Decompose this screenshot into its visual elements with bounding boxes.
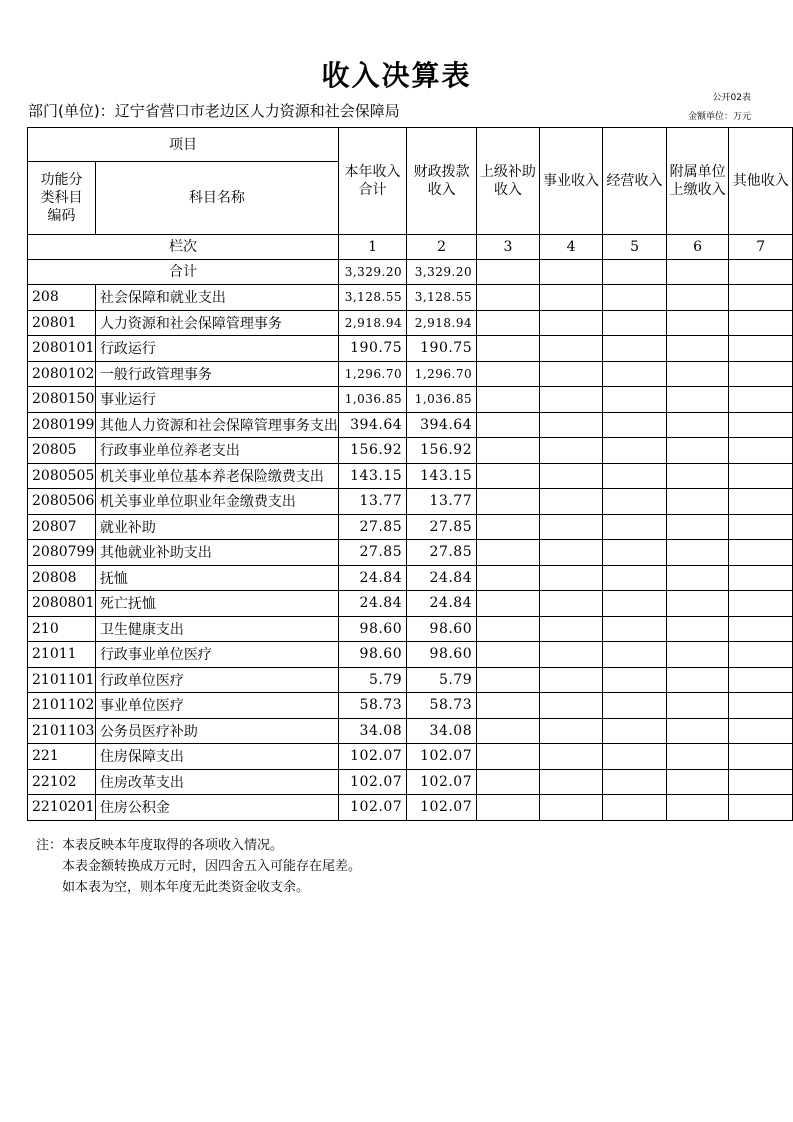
fiscal-income-value: 394.64: [407, 412, 477, 438]
empty-cell: [477, 795, 540, 821]
notes: [36, 835, 361, 898]
subject-code: 22102: [28, 769, 96, 795]
empty-cell: [666, 489, 729, 515]
empty-cell: [603, 744, 667, 770]
table-row: [28, 616, 793, 642]
fiscal-income-value: 190.75: [407, 336, 477, 362]
empty-cell: [603, 285, 667, 311]
department-label: 部门(单位)：辽宁省营口市老边区人力资源和社会保障局: [28, 102, 400, 120]
subject-name: 死亡抚恤: [95, 591, 338, 617]
fiscal-income-value: 102.07: [407, 769, 477, 795]
empty-cell: [729, 591, 793, 617]
form-number: 公开02表: [712, 93, 751, 103]
subject-code: 2080801: [28, 591, 96, 617]
fiscal-income-value: 3,128.55: [407, 285, 477, 311]
empty-cell: [603, 489, 667, 515]
subject-name: 住房改革支出: [95, 769, 338, 795]
empty-cell: [539, 718, 603, 744]
empty-cell: [603, 438, 667, 464]
empty-cell: [666, 438, 729, 464]
empty-cell: [603, 693, 667, 719]
empty-cell: [666, 565, 729, 591]
table-row: [28, 540, 793, 566]
total-income-value: 1,036.85: [338, 387, 406, 413]
total-income-value: 34.08: [338, 718, 406, 744]
page-title: 收入决算表: [321, 59, 472, 92]
note-line: 注：本表反映本年度取得的各项收入情况。: [36, 838, 284, 853]
empty-cell: [477, 769, 540, 795]
subject-name: 事业运行: [95, 387, 338, 413]
fiscal-income-value: 5.79: [407, 667, 477, 693]
table-row: [28, 489, 793, 515]
table-row: [28, 667, 793, 693]
empty-cell: [729, 667, 793, 693]
empty-cell: [603, 387, 667, 413]
total-income-value: 3,128.55: [338, 285, 406, 311]
subject-name: 其他人力资源和社会保障管理事务支出: [95, 412, 338, 438]
subject-code: 2080506: [28, 489, 96, 515]
empty-cell: [603, 336, 667, 362]
table-row: [28, 744, 793, 770]
empty-cell: [729, 565, 793, 591]
empty-cell: [729, 769, 793, 795]
subject-code: 20808: [28, 565, 96, 591]
table-row: [28, 591, 793, 617]
subject-code: 2101101: [28, 667, 96, 693]
empty-cell: [666, 642, 729, 668]
empty-cell: [539, 285, 603, 311]
empty-cell: [666, 718, 729, 744]
empty-cell: [539, 795, 603, 821]
subject-name: 卫生健康支出: [95, 616, 338, 642]
empty-cell: [539, 489, 603, 515]
empty-cell: [666, 310, 729, 336]
empty-cell: [539, 744, 603, 770]
table-row: [28, 642, 793, 668]
empty-cell: [729, 489, 793, 515]
empty-cell: [603, 616, 667, 642]
total-value-2: 3,329.20: [407, 260, 477, 285]
total-income-value: 1,296.70: [338, 361, 406, 387]
empty-cell: [477, 463, 540, 489]
subject-code: 2080101: [28, 336, 96, 362]
fiscal-income-value: 2,918.94: [407, 310, 477, 336]
empty-cell: [603, 540, 667, 566]
empty-cell: [477, 412, 540, 438]
table-row: [28, 693, 793, 719]
col-header-3: 上级补助收入: [477, 128, 540, 235]
empty-cell: [477, 285, 540, 311]
empty-cell: [477, 489, 540, 515]
subject-code: 2080150: [28, 387, 96, 413]
col-header-1: 本年收入合计: [338, 128, 406, 235]
empty-cell: [477, 514, 540, 540]
subject-name: 住房保障支出: [95, 744, 338, 770]
empty-cell: [603, 412, 667, 438]
col-num-5: 5: [603, 235, 667, 260]
empty-cell: [539, 361, 603, 387]
total-income-value: 98.60: [338, 616, 406, 642]
empty-cell: [539, 540, 603, 566]
subject-code: 21011: [28, 642, 96, 668]
subject-name: 行政单位医疗: [95, 667, 338, 693]
empty-cell: [729, 718, 793, 744]
table-row: [28, 412, 793, 438]
empty-cell: [729, 463, 793, 489]
empty-cell: [729, 412, 793, 438]
empty-cell: [477, 387, 540, 413]
fiscal-income-value: 27.85: [407, 540, 477, 566]
table-row: [28, 514, 793, 540]
empty-cell: [666, 769, 729, 795]
total-income-value: 5.79: [338, 667, 406, 693]
fiscal-income-value: 27.85: [407, 514, 477, 540]
fiscal-income-value: 102.07: [407, 795, 477, 821]
empty-cell: [603, 361, 667, 387]
empty-cell: [666, 514, 729, 540]
empty-cell: [603, 795, 667, 821]
empty-cell: [603, 718, 667, 744]
total-income-value: 102.07: [338, 769, 406, 795]
total-row: [28, 260, 793, 285]
total-income-value: 2,918.94: [338, 310, 406, 336]
lanci-label: 栏次: [28, 235, 339, 260]
total-income-value: 58.73: [338, 693, 406, 719]
fiscal-income-value: 58.73: [407, 693, 477, 719]
empty-cell: [666, 463, 729, 489]
col-num-1: 1: [338, 235, 406, 260]
empty-cell: [729, 387, 793, 413]
total-label: 合计: [28, 260, 339, 285]
table-row: [28, 565, 793, 591]
empty-cell: [729, 310, 793, 336]
project-header: 项目: [28, 128, 339, 162]
total-income-value: 190.75: [338, 336, 406, 362]
name-header: 科目名称: [95, 162, 338, 235]
col-header-5: 经营收入: [603, 128, 667, 235]
total-income-value: 27.85: [338, 540, 406, 566]
table-row: [28, 361, 793, 387]
empty-cell: [729, 514, 793, 540]
subject-code: 221: [28, 744, 96, 770]
empty-cell: [666, 540, 729, 566]
table-row: [28, 310, 793, 336]
fiscal-income-value: 143.15: [407, 463, 477, 489]
total-income-value: 102.07: [338, 744, 406, 770]
subject-name: 机关事业单位基本养老保险缴费支出: [95, 463, 338, 489]
empty-cell: [666, 336, 729, 362]
table-row: [28, 438, 793, 464]
table-row: [28, 769, 793, 795]
empty-cell: [666, 387, 729, 413]
empty-cell: [477, 591, 540, 617]
fiscal-income-value: 24.84: [407, 565, 477, 591]
empty-cell: [666, 667, 729, 693]
empty-cell: [729, 744, 793, 770]
subject-code: 208: [28, 285, 96, 311]
subject-code: 210: [28, 616, 96, 642]
empty-cell: [603, 642, 667, 668]
subject-code: 2080102: [28, 361, 96, 387]
col-num-3: 3: [477, 235, 540, 260]
empty-cell: [477, 361, 540, 387]
fiscal-income-value: 98.60: [407, 616, 477, 642]
table-row: [28, 718, 793, 744]
empty-cell: [729, 285, 793, 311]
empty-cell: [666, 412, 729, 438]
table-row: [28, 463, 793, 489]
fiscal-income-value: 1,036.85: [407, 387, 477, 413]
subject-code: 2101102: [28, 693, 96, 719]
fiscal-income-value: 24.84: [407, 591, 477, 617]
empty-cell: [539, 336, 603, 362]
empty-cell: [477, 642, 540, 668]
empty-cell: [539, 591, 603, 617]
empty-cell: [539, 616, 603, 642]
empty-cell: [603, 667, 667, 693]
subject-code: 2080505: [28, 463, 96, 489]
note-line: 本表金额转换成万元时，因四舍五入可能存在尾差。: [62, 859, 362, 874]
subject-code: 20801: [28, 310, 96, 336]
empty-cell: [477, 744, 540, 770]
subject-name: 社会保障和就业支出: [95, 285, 338, 311]
empty-cell: [477, 667, 540, 693]
total-income-value: 394.64: [338, 412, 406, 438]
subject-name: 住房公积金: [95, 795, 338, 821]
empty-cell: [477, 565, 540, 591]
empty-cell: [603, 514, 667, 540]
empty-cell: [603, 565, 667, 591]
total-income-value: 13.77: [338, 489, 406, 515]
empty-cell: [666, 591, 729, 617]
empty-cell: [477, 540, 540, 566]
amount-unit: 金额单位：万元: [687, 112, 751, 122]
fiscal-income-value: 13.77: [407, 489, 477, 515]
col-header-7: 其他收入: [729, 128, 793, 235]
subject-name: 一般行政管理事务: [95, 361, 338, 387]
empty-cell: [666, 795, 729, 821]
empty-cell: [539, 565, 603, 591]
fiscal-income-value: 1,296.70: [407, 361, 477, 387]
total-income-value: 143.15: [338, 463, 406, 489]
empty-cell: [729, 361, 793, 387]
empty-cell: [666, 744, 729, 770]
empty-cell: [729, 438, 793, 464]
total-income-value: 156.92: [338, 438, 406, 464]
empty-cell: [729, 642, 793, 668]
fiscal-income-value: 102.07: [407, 744, 477, 770]
subject-name: 人力资源和社会保障管理事务: [95, 310, 338, 336]
subject-code: 2101103: [28, 718, 96, 744]
empty-cell: [666, 616, 729, 642]
empty-cell: [729, 336, 793, 362]
col-num-6: 6: [666, 235, 729, 260]
subject-code: 2210201: [28, 795, 96, 821]
empty-cell: [539, 387, 603, 413]
subject-code: 2080799: [28, 540, 96, 566]
empty-cell: [666, 361, 729, 387]
subject-name: 事业单位医疗: [95, 693, 338, 719]
fiscal-income-value: 34.08: [407, 718, 477, 744]
code-header: 功能分类科目编码: [28, 162, 96, 235]
subject-name: 就业补助: [95, 514, 338, 540]
empty-cell: [477, 693, 540, 719]
subject-code: 20807: [28, 514, 96, 540]
empty-cell: [477, 718, 540, 744]
empty-cell: [603, 310, 667, 336]
subject-name: 行政运行: [95, 336, 338, 362]
subject-name: 抚恤: [95, 565, 338, 591]
empty-cell: [539, 514, 603, 540]
empty-cell: [539, 693, 603, 719]
col-header-2: 财政拨款收入: [407, 128, 477, 235]
empty-cell: [603, 769, 667, 795]
empty-cell: [539, 310, 603, 336]
col-num-2: 2: [407, 235, 477, 260]
subject-name: 机关事业单位职业年金缴费支出: [95, 489, 338, 515]
empty-cell: [603, 463, 667, 489]
total-income-value: 24.84: [338, 565, 406, 591]
empty-cell: [539, 667, 603, 693]
total-income-value: 24.84: [338, 591, 406, 617]
empty-cell: [729, 795, 793, 821]
empty-cell: [477, 616, 540, 642]
col-header-4: 事业收入: [539, 128, 603, 235]
note-line: 如本表为空，则本年度无此类资金收支余。: [62, 880, 310, 895]
empty-cell: [729, 693, 793, 719]
subject-code: 20805: [28, 438, 96, 464]
subject-name: 行政事业单位医疗: [95, 642, 338, 668]
table-row: [28, 387, 793, 413]
table-row: [28, 795, 793, 821]
empty-cell: [729, 616, 793, 642]
empty-cell: [729, 540, 793, 566]
table-row: [28, 336, 793, 362]
empty-cell: [477, 310, 540, 336]
empty-cell: [539, 463, 603, 489]
empty-cell: [539, 412, 603, 438]
col-num-4: 4: [539, 235, 603, 260]
subject-name: 行政事业单位养老支出: [95, 438, 338, 464]
income-table: [27, 127, 793, 821]
subject-code: 2080199: [28, 412, 96, 438]
empty-cell: [603, 591, 667, 617]
fiscal-income-value: 98.60: [407, 642, 477, 668]
empty-cell: [539, 642, 603, 668]
empty-cell: [477, 438, 540, 464]
col-header-6: 附属单位上缴收入: [666, 128, 729, 235]
total-income-value: 27.85: [338, 514, 406, 540]
total-value-1: 3,329.20: [338, 260, 406, 285]
table-row: [28, 285, 793, 311]
total-income-value: 102.07: [338, 795, 406, 821]
empty-cell: [666, 285, 729, 311]
col-num-7: 7: [729, 235, 793, 260]
empty-cell: [666, 693, 729, 719]
empty-cell: [539, 769, 603, 795]
subject-name: 其他就业补助支出: [95, 540, 338, 566]
total-income-value: 98.60: [338, 642, 406, 668]
empty-cell: [477, 336, 540, 362]
fiscal-income-value: 156.92: [407, 438, 477, 464]
empty-cell: [539, 438, 603, 464]
subject-name: 公务员医疗补助: [95, 718, 338, 744]
